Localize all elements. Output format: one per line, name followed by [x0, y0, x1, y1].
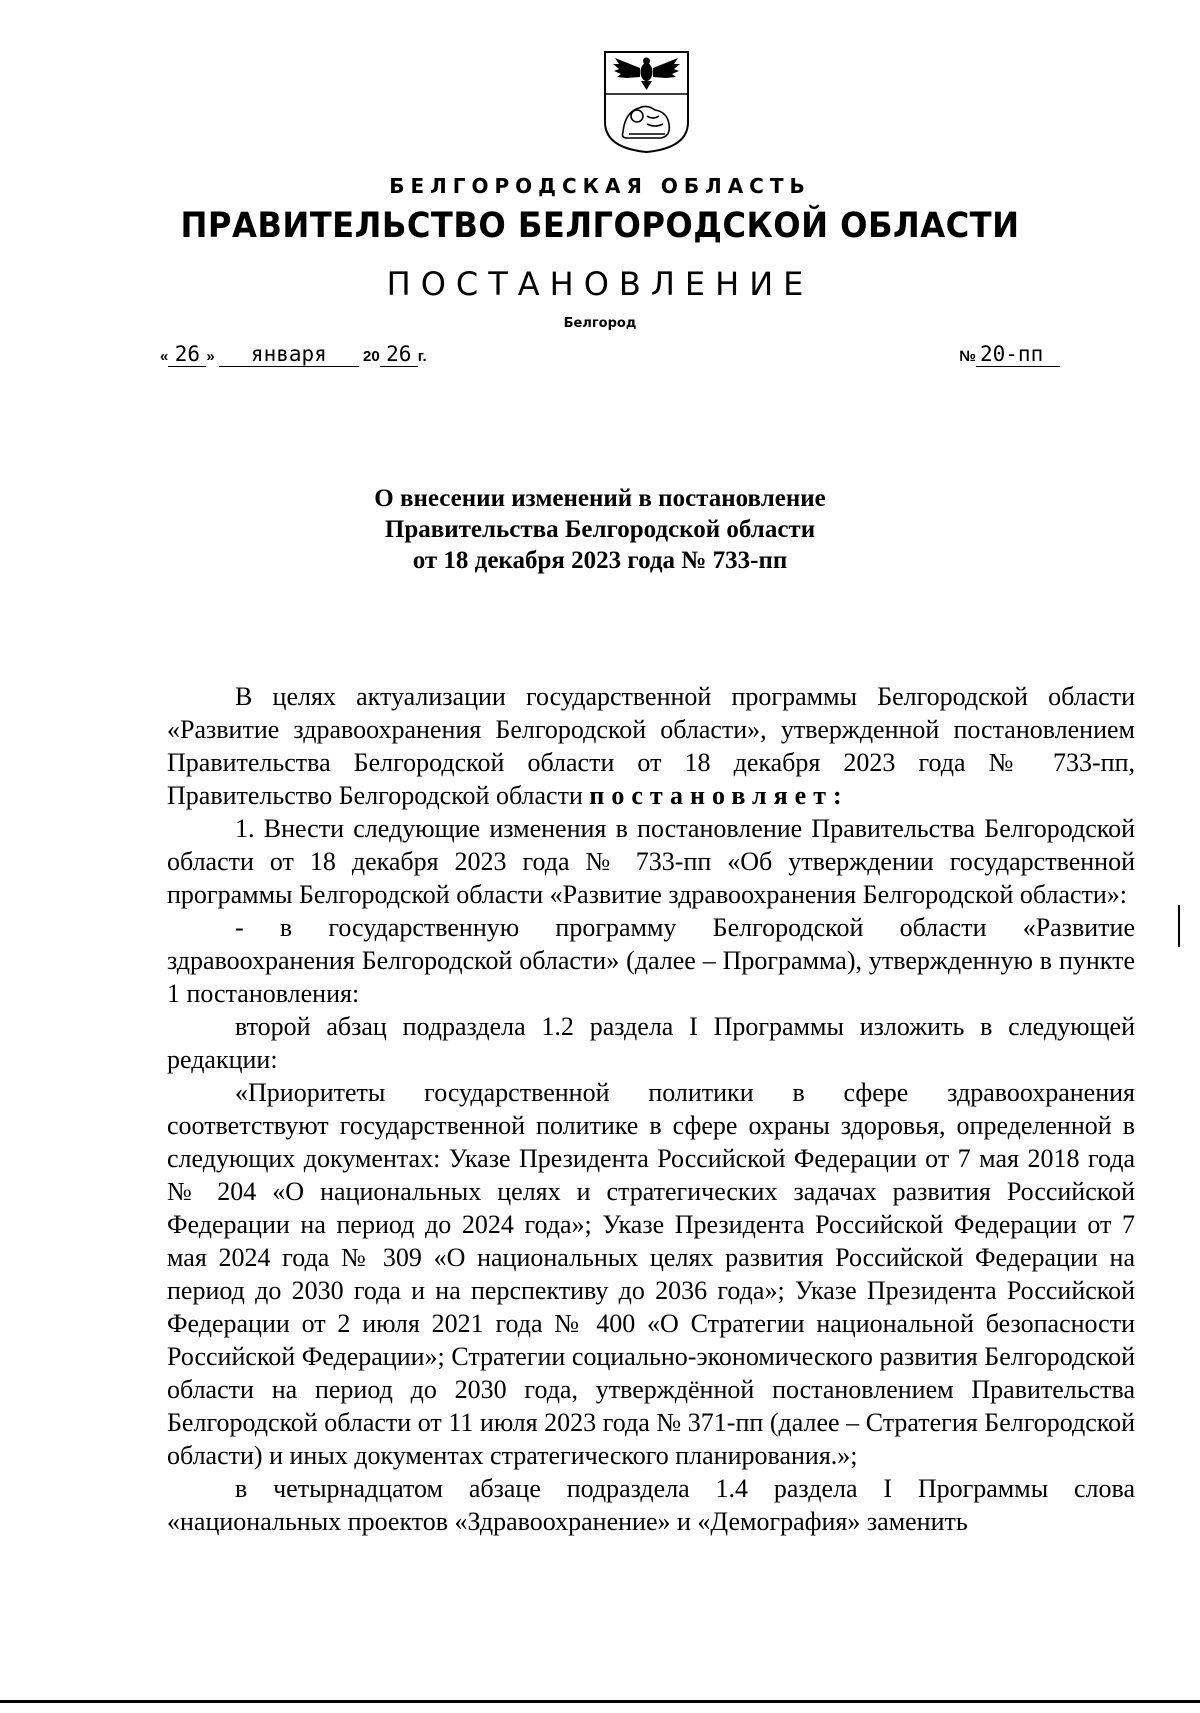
title-line: от 18 декабря 2023 года № 733-пп	[412, 547, 788, 574]
document-number-block	[959, 342, 1060, 367]
paragraph: в четырнадцатом абзаце подраздела 1.4 раздела I Программы слова «национальных проектов «Здравоохранение» и «Демография» заменить	[167, 1474, 1135, 1536]
paragraph: второй абзац подраздела 1.2 раздела I Программы изложить в следующей редакции:	[167, 1012, 1135, 1074]
document-body	[167, 680, 1135, 1538]
resolution-keyword: постановляет:	[589, 781, 849, 810]
document-title	[0, 483, 1200, 576]
paragraph	[167, 680, 1135, 812]
paragraph-text: В целях актуализации государственной программы Белгородской области «Развитие здравоохранения Белгородской области», утвержденной постановлением Правительства Белгородской области от 18 декабря 2023 года № 733-пп, Правительство Белгородской области	[167, 682, 1135, 810]
year-abbreviation: г.	[417, 348, 427, 365]
close-quote: »	[206, 348, 215, 365]
region-heading: БЕЛГОРОДСКАЯ ОБЛАСТЬ	[389, 174, 811, 198]
open-quote: «	[160, 348, 169, 365]
paragraph: 1. Внести следующие изменения в постановление Правительства Белгородской области от 18 декабря 2023 года № 733-пп «Об утверждении государственной программы Белгородской области «Развитие здравоохранения Белгородской области»:	[167, 814, 1135, 909]
scan-artifact	[1178, 905, 1180, 947]
city-label: Белгород	[563, 316, 637, 331]
coat-of-arms-icon	[603, 50, 690, 154]
paragraph: «Приоритеты государственной политики в сфере здравоохранения соответствуют государственной политике в сфере охраны здоровья, определенной в следующих документах: Указе Президента Российской Федерации от 7 мая 2018 года № 204 «О национальных целях и стратегических задачах развития Российской Федерации на период до 2024 года»; Указе Президента Российской Федерации от 7 мая 2024 года № 309 «О национальных целях развития Российской Федерации на период до 2030 года и на перспективу до 2036 года»; Указе Президента Российской Федерации от 2 июля 2021 года № 400 «О Стратегии национальной безопасности Российской Федерации»; Стратегии социально-экономического развития Белгородской области на период до 2030 года, утверждённой постановлением Правительства Белгородской области от 11 июля 2023 года № 371-пп (далее – Стратегия Белгородской области) и иных документах стратегического планирования.»;	[167, 1078, 1135, 1470]
title-line: Правительства Белгородской области	[384, 516, 816, 543]
date-year-suffix: 26	[380, 342, 418, 367]
scan-edge	[0, 1700, 1200, 1703]
date-number-line	[160, 342, 1060, 372]
date-day: 26	[168, 342, 206, 367]
document-number: 20-пп	[976, 342, 1060, 367]
document-type-heading: ПОСТАНОВЛЕНИЕ	[386, 265, 814, 303]
number-sign: №	[959, 348, 976, 365]
government-heading: ПРАВИТЕЛЬСТВО БЕЛГОРОДСКОЙ ОБЛАСТИ	[180, 206, 1020, 246]
date-month: января	[219, 342, 359, 367]
paragraph: - в государственную программу Белгородской области «Развитие здравоохранения Белгородской области» (далее – Программа), утвержденную в пункте 1 постановления:	[167, 913, 1135, 1008]
title-line: О внесении изменений в постановление	[374, 485, 826, 512]
year-prefix: 20	[363, 348, 380, 365]
